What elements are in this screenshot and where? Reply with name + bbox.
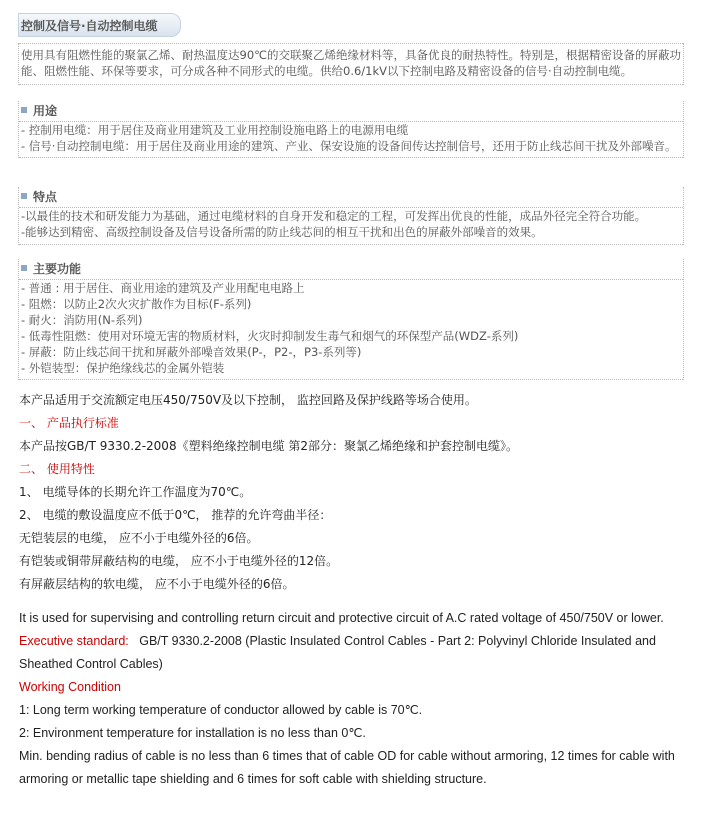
usage-item: - 信号·自动控制电缆：用于居住及商业用途的建筑、产业、保安设施的设备间传达控制信号，还用于防止线芯间干扰及外部噪音。 (21, 139, 677, 153)
cn-properties-heading: 二、 使用特性 (19, 462, 95, 476)
functions-box (18, 259, 684, 380)
en-condition-heading: Working Condition (19, 680, 121, 694)
intro-text: 使用具有阻燃性能的聚氯乙烯、耐热温度达90℃的交联聚乙烯绝缘材料等，具备优良的耐热特性。特别是，根据精密设备的屏蔽功能、阻燃性能、环保等要求，可分成各种不同形式的电缆。供给0.6/1kV以下控制电路及精密设备的信号·自动控制电缆。 (21, 48, 682, 78)
en-standard-paragraph (19, 630, 689, 676)
functions-heading: 主要功能 (19, 259, 683, 279)
section-title-tab (18, 13, 181, 37)
en-condition: 2: Environment temperature for installation is no less than 0℃. (19, 726, 366, 740)
bullet-square-icon (21, 265, 27, 271)
intro-box (18, 43, 684, 85)
en-usage-paragraph: It is used for supervising and controlling return circuit and protective circuit of A.C rated voltage of 450/750V or lower. (19, 611, 664, 625)
cn-property: 有屏蔽层结构的软电缆， 应不小于电缆外径的6倍。 (19, 577, 295, 591)
cn-property: 1、 电缆导体的长期允许工作温度为70℃。 (19, 485, 252, 499)
page-title: 控制及信号·自动控制电缆 (21, 19, 158, 33)
chinese-description (19, 389, 689, 596)
usage-item: - 控制用电缆：用于居住及商业用建筑及工业用控制设施电路上的电源用电缆 (21, 123, 409, 137)
functions-item: - 低毒性阻燃：使用对环境无害的物质材料，火灾时抑制发生毒气和烟气的环保型产品(WDZ-系列) (21, 329, 519, 343)
cn-usage-line: 本产品适用于交流额定电压450/750V及以下控制， 监控回路及保护线路等场合使用。 (19, 393, 477, 407)
functions-item: - 耐火：消防用(N-系列) (21, 313, 143, 327)
bullet-square-icon (21, 107, 27, 113)
functions-item: - 屏蔽：防止线芯间干扰和屏蔽外部噪音效果(P-，P2-，P3-系列等) (21, 345, 362, 359)
usage-heading: 用途 (19, 101, 683, 121)
en-standard-label: Executive standard: (19, 634, 129, 648)
cn-property: 无铠装层的电缆， 应不小于电缆外径的6倍。 (19, 531, 259, 545)
functions-item: - 普通 : 用于居住、商业用途的建筑及产业用配电电路上 (21, 281, 305, 295)
usage-box (18, 101, 684, 158)
english-description (19, 607, 689, 791)
en-standard-text: GB/T 9330.2-2008 (Plastic Insulated Control Cables - Part 2: Polyvinyl Chloride Insulated and Sheathed Control Cables) (19, 634, 656, 671)
cn-property: 有铠装或铜带屏蔽结构的电缆， 应不小于电缆外径的12倍。 (19, 554, 339, 568)
functions-item: - 外铠装型：保护绝缘线芯的金属外铠装 (21, 361, 225, 375)
features-item: -以最佳的技术和研发能力为基础，通过电缆材料的自身开发和稳定的工程，可发挥出优良的性能，成品外径完全符合功能。 (21, 209, 647, 223)
cn-standard-heading: 一、 产品执行标准 (19, 416, 119, 430)
cn-property: 2、 电缆的敷设温度应不低于0℃， 推荐的允许弯曲半径： (19, 508, 332, 522)
en-condition: Min. bending radius of cable is no less than 6 times that of cable OD for cable without armoring, 12 times for cable with armoring or metallic tape shielding and 6 times for soft cable with shielding structure. (19, 749, 675, 786)
features-heading: 特点 (19, 187, 683, 207)
en-condition: 1: Long term working temperature of conductor allowed by cable is 70℃. (19, 703, 423, 717)
bullet-square-icon (21, 193, 27, 199)
features-box (18, 187, 684, 245)
features-item: -能够达到精密、高级控制设备及信号设备所需的防止线芯间的相互干扰和出色的屏蔽外部噪音的效果。 (21, 225, 543, 239)
cn-standard-text: 本产品按GB/T 9330.2-2008《塑料绝缘控制电缆 第2部分：聚氯乙烯绝缘和护套控制电缆》。 (19, 439, 519, 453)
functions-item: - 阻燃：以防止2次火灾扩散作为目标(F-系列) (21, 297, 252, 311)
